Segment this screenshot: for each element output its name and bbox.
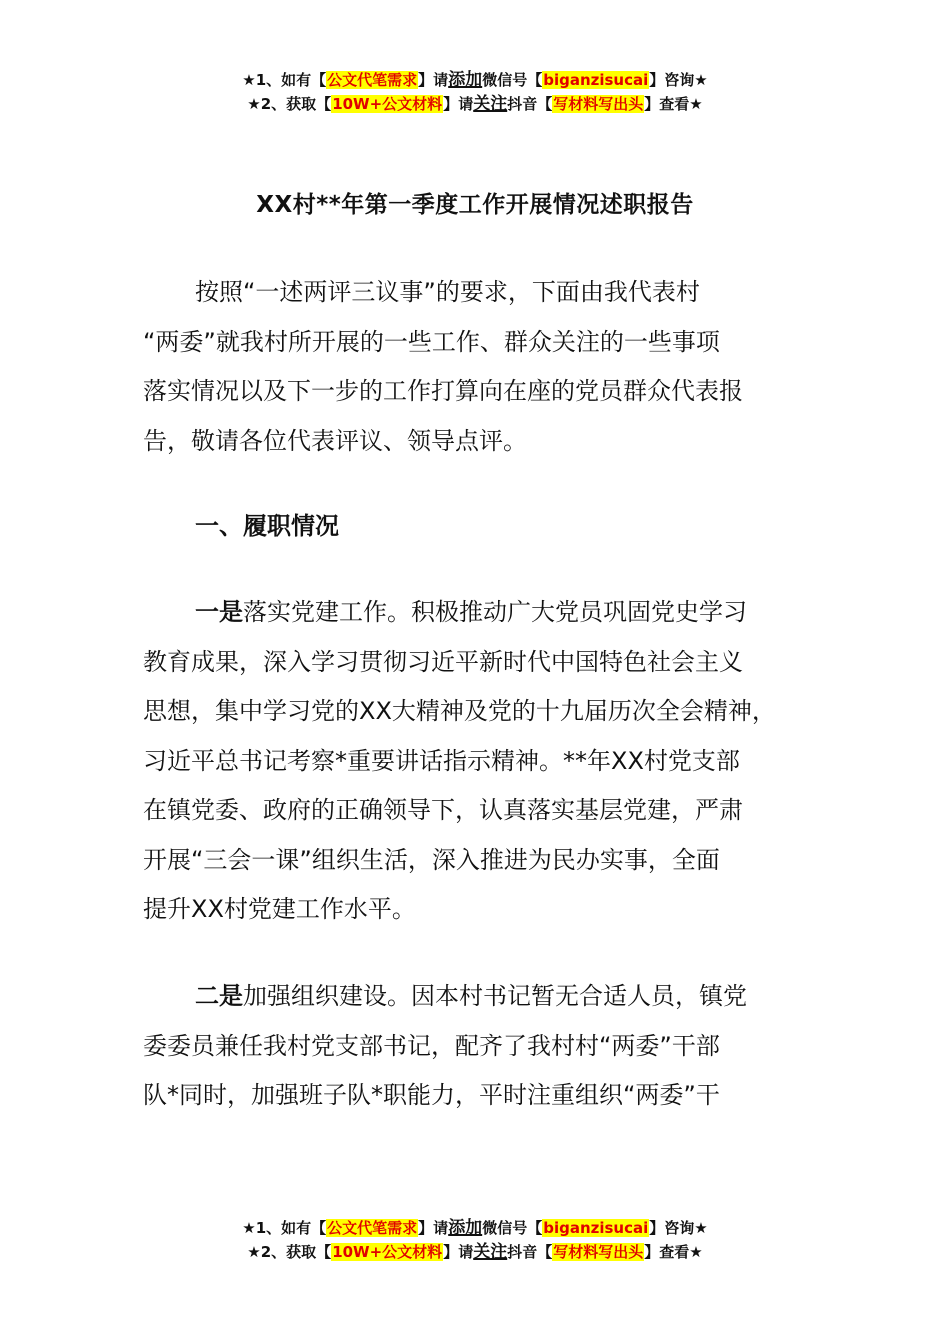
highlight-wechat-id: biganzisucai — [543, 71, 649, 89]
paragraph-line: 落实情况以及下一步的工作打算向在座的党员群众代表报 — [143, 377, 743, 405]
paragraph-line: 告，敬请各位代表评议、领导点评。 — [143, 426, 527, 455]
paragraph-line: 委委员兼任我村党支部书记，配齐了我村村“两委”干部 — [143, 1031, 720, 1060]
banner-text: 微信号【 — [482, 71, 543, 89]
paragraph-text: 加强组织建设。因本村书记暂无合适人员，镇党 — [243, 982, 747, 1010]
banner-text: ★2、获取【 — [247, 1243, 332, 1261]
banner-text: ★2、获取【 — [247, 95, 332, 113]
banner-line-1 — [0, 68, 950, 92]
highlight-douyin-account: 写材料写出头 — [553, 1243, 644, 1261]
banner-text: 抖音【 — [507, 95, 553, 113]
underlined-follow: 关注 — [473, 94, 508, 114]
paragraph-text: 落实党建工作。积极推动广大党员巩固党史学习 — [243, 598, 747, 626]
paragraph-party-building — [143, 588, 833, 935]
banner-line-1 — [0, 1216, 950, 1240]
highlight-writing-service: 公文代笔需求 — [327, 1219, 418, 1237]
highlight-douyin-account: 写材料写出头 — [553, 95, 644, 113]
paragraph-line: 教育成果，深入学习贯彻习近平新时代中国特色社会主义 — [143, 647, 743, 676]
banner-text: 微信号【 — [482, 1219, 543, 1237]
highlight-materials: 10W+公文材料 — [332, 1243, 443, 1261]
banner-text: 抖音【 — [507, 1243, 553, 1261]
section-heading: 一、履职情况 — [195, 512, 339, 540]
banner-text: ★1、如有【 — [242, 71, 327, 89]
highlight-wechat-id: biganzisucai — [543, 1219, 649, 1237]
paragraph-line: 按照“一述两评三议事”的要求，下面由我代表村 — [195, 278, 700, 306]
underlined-add: 添加 — [448, 70, 483, 90]
intro-paragraph — [143, 268, 833, 466]
paragraph-line: 提升XX村党建工作水平。 — [143, 895, 416, 923]
highlight-writing-service: 公文代笔需求 — [327, 71, 418, 89]
banner-line-2 — [0, 1240, 950, 1264]
document-title: XX村**年第一季度工作开展情况述职报告 — [256, 192, 694, 218]
banner-text: 】请 — [418, 1219, 449, 1237]
banner-text: 】请 — [443, 1243, 474, 1261]
paragraph-line: 思想，集中学习党的XX大精神及党的十九届历次全会精神， — [143, 697, 776, 725]
paragraph-lead: 二是 — [195, 982, 243, 1010]
footer-banner — [0, 1216, 950, 1264]
paragraph-line — [143, 588, 833, 638]
paragraph-line: 习近平总书记考察*重要讲话指示精神。**年XX村党支部 — [143, 746, 740, 775]
banner-text: 】请 — [418, 71, 449, 89]
banner-text: 】请 — [443, 95, 474, 113]
highlight-materials: 10W+公文材料 — [332, 95, 443, 113]
header-banner — [0, 68, 950, 116]
banner-text: 】咨询★ — [649, 71, 708, 89]
banner-text: 】查看★ — [644, 1243, 703, 1261]
underlined-follow: 关注 — [473, 1242, 508, 1262]
paragraph-line: 开展“三会一课”组织生活，深入推进为民办实事，全面 — [143, 845, 720, 874]
paragraph-organization — [143, 972, 833, 1121]
banner-line-2 — [0, 92, 950, 116]
paragraph-line — [143, 972, 833, 1022]
banner-text: 】查看★ — [644, 95, 703, 113]
underlined-add: 添加 — [448, 1218, 483, 1238]
banner-text: ★1、如有【 — [242, 1219, 327, 1237]
paragraph-line: 在镇党委、政府的正确领导下，认真落实基层党建，严肃 — [143, 796, 743, 824]
paragraph-line: “两委”就我村所开展的一些工作、群众关注的一些事项 — [143, 327, 720, 356]
banner-text: 】咨询★ — [649, 1219, 708, 1237]
paragraph-lead: 一是 — [195, 598, 243, 626]
paragraph-line: 队*同时，加强班子队*职能力，平时注重组织“两委”干 — [143, 1081, 720, 1109]
